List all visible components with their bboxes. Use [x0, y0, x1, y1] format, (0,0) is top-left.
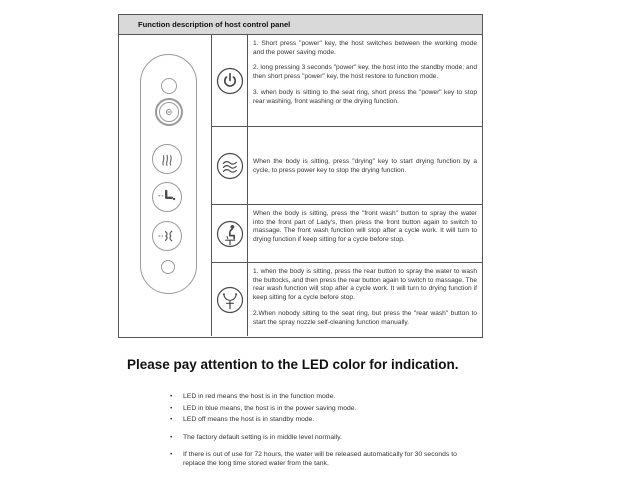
table-title: Function description of host control panel: [119, 15, 482, 35]
drying-description: When the body is sitting, press "drying" key to start drying function by a cycle, to press power key to stop the drying function.: [253, 157, 477, 174]
front-wash-description-cell: [248, 205, 482, 263]
drying-button: [152, 144, 182, 174]
bullet-icon: •: [170, 404, 173, 412]
drying-waves-icon: [156, 148, 178, 170]
drying-icon: [215, 151, 245, 181]
front-wash-icon: [215, 219, 245, 249]
led-bullet-list: [170, 392, 470, 476]
list-item: [170, 450, 470, 468]
list-item: [170, 404, 470, 413]
water-release-text: If there is out of use for 72 hours, the water will be released automatically for 30 seconds to replace the long time stored water from the tank.: [183, 450, 457, 467]
rear-wash-icon-cell: [212, 263, 248, 336]
power-icon-cell: [212, 35, 248, 127]
bullet-icon: •: [170, 416, 173, 424]
bullet-icon: •: [170, 433, 173, 441]
led-section-heading: Please pay attention to the LED color for indication.: [127, 357, 459, 372]
front-wash-glyph-icon: [155, 185, 179, 209]
led-indicator: [161, 78, 177, 94]
led-red-text: LED in red means the host is in the function mode.: [183, 393, 336, 400]
led-blue-text: LED in blue means, the host is in the power saving mode.: [183, 404, 357, 412]
water-release-bullet-group: [170, 450, 470, 468]
list-item: [170, 433, 470, 442]
rear-wash-button: [152, 221, 182, 251]
front-wash-description: When the body is sitting, press the "front wash" button to spray the water into the front part of Lady's, then press the front button again to switch to massage. The front wash function will stop after a cycle work. It will turn to drying function if keep sitting for a cycle before stop.: [253, 210, 477, 244]
power-description-1: 1. Short press "power" key, the host switches between the working mode and the power saving mode.: [253, 40, 477, 56]
function-table: [118, 14, 483, 338]
drying-description-cell: [248, 127, 482, 205]
control-panel-drawing: [119, 35, 212, 336]
front-wash-icon-cell: [212, 205, 248, 263]
rear-wash-icon: [215, 285, 245, 315]
table-body: [119, 35, 482, 336]
rear-wash-description-cell: [248, 263, 482, 336]
drying-icon-cell: [212, 127, 248, 205]
rear-wash-glyph-icon: [155, 224, 179, 248]
power-description-2: 2. long pressing 3 seconds "power" key, the host into the standby mode; and then short press "power" key, the host restore to function mode.: [253, 64, 477, 81]
power-button: [155, 98, 183, 126]
led-color-bullet-group: [170, 392, 470, 425]
factory-default-bullet-group: [170, 433, 470, 442]
front-wash-button: [152, 182, 182, 212]
rear-wash-description-1: 1. when the body is sitting, press the rear button to spray the water to wash the buttocks, and then press the rear button again to switch to massage. The rear wash function will stop after a cycle work. It will turn to drying function if keep sitting for a cycle before stop.: [253, 268, 477, 302]
power-description-cell: [248, 35, 482, 127]
rear-wash-description-2: 2.When nobody sitting to the seat ring, but press the "rear wash" button to start the spray nozzle self-cleaning function manually.: [253, 309, 477, 326]
list-item: [170, 392, 470, 401]
bottom-indicator: [161, 260, 175, 274]
power-icon: [215, 66, 245, 96]
bullet-icon: •: [170, 393, 173, 400]
power-button-glyph: [159, 102, 179, 122]
list-item: [170, 415, 470, 424]
led-off-text: LED off means the host is in standby mode.: [183, 416, 315, 424]
bullet-icon: •: [170, 450, 173, 458]
factory-default-text: The factory default setting is in middle level normally.: [183, 433, 342, 441]
power-description-3: 3. when body is sitting to the seat ring, short press the "power" key to stop rear washing, front washing or the drying function.: [253, 88, 477, 105]
